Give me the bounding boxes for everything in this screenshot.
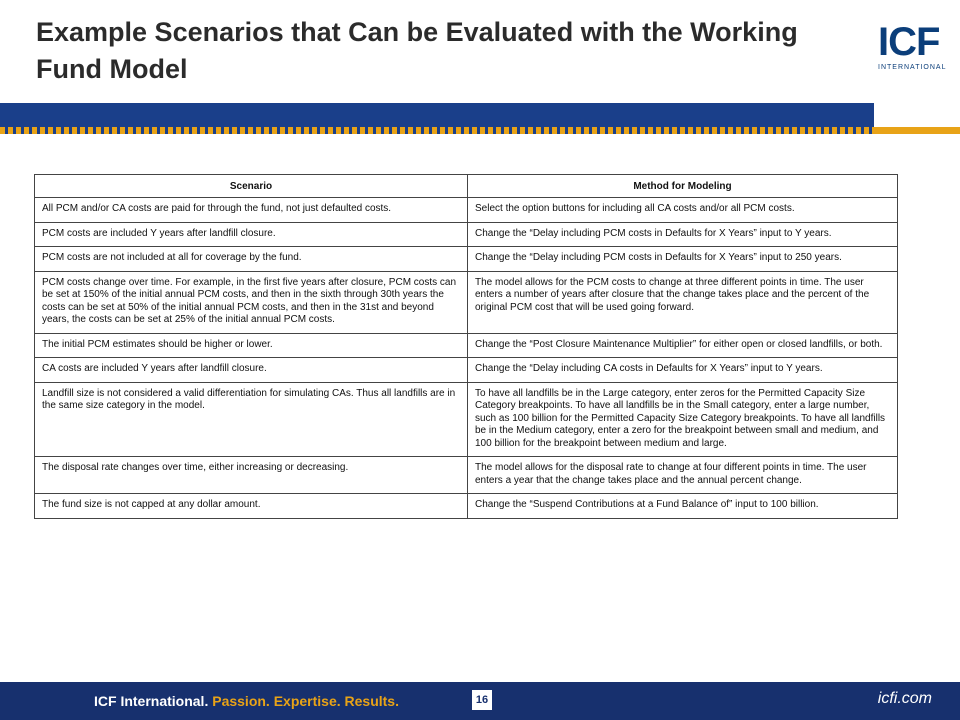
header-stripe	[0, 127, 874, 134]
table-row	[35, 271, 898, 333]
footer-company: ICF International.	[94, 693, 209, 709]
icf-logo	[878, 22, 950, 78]
header-band	[0, 103, 874, 127]
method-cell: Change the “Post Closure Maintenance Multiplier” for either open or closed landfills, or both.	[468, 333, 898, 358]
page-number: 16	[472, 690, 492, 710]
scenario-cell: Landfill size is not considered a valid differentiation for simulating CAs. Thus all landfills are in the same size category in the model.	[35, 382, 468, 457]
scenario-cell: PCM costs are not included at all for coverage by the fund.	[35, 247, 468, 272]
table-row	[35, 457, 898, 494]
method-cell: The model allows for the disposal rate to change at four different points in time. The user enters a year that the change takes place and the annual percent change.	[468, 457, 898, 494]
method-cell: The model allows for the PCM costs to change at three different points in time. The user enters a number of years after closure that the change takes place and the percent of the original PCM cost that will be used going forward.	[468, 271, 898, 333]
scenario-cell: The initial PCM estimates should be higher or lower.	[35, 333, 468, 358]
column-header-method: Method for Modeling	[468, 175, 898, 198]
logo-subtitle: INTERNATIONAL	[878, 64, 947, 71]
method-cell: Change the “Suspend Contributions at a Fund Balance of” input to 100 billion.	[468, 494, 898, 519]
footer-tagline	[94, 693, 399, 709]
method-cell: Change the “Delay including PCM costs in Defaults for X Years” input to Y years.	[468, 222, 898, 247]
table-header-row	[35, 175, 898, 198]
table-row	[35, 358, 898, 383]
table-row	[35, 382, 898, 457]
scenario-cell: PCM costs change over time. For example, in the first five years after closure, PCM costs can be set at 150% of the initial annual PCM costs, and then in the sixth through 30th years the costs can be set at 50% of the initial annual PCM costs, and then in the 31st and beyond years, the costs can be set at 25% of the initial annual PCM costs.	[35, 271, 468, 333]
scenario-cell: PCM costs are included Y years after landfill closure.	[35, 222, 468, 247]
method-cell: To have all landfills be in the Large category, enter zeros for the Permitted Capacity Size Category breakpoints. To have all landfills be in the Small category, enter a large number, such as 100 billion for the Permitted Capacity Size Category breakpoints. To have all landfills be in the Medium category, enter a zero for the breakpoint between small and medium, and 100 billion for the breakpoint between medium and large.	[468, 382, 898, 457]
column-header-scenario: Scenario	[35, 175, 468, 198]
slide-title: Example Scenarios that Can be Evaluated with the Working Fund Model	[36, 17, 798, 84]
method-cell: Change the “Delay including CA costs in Defaults for X Years” input to Y years.	[468, 358, 898, 383]
method-cell: Select the option buttons for including all CA costs and/or all PCM costs.	[468, 198, 898, 223]
header-accent	[874, 127, 960, 134]
footer-bar	[0, 682, 960, 720]
scenario-cell: CA costs are included Y years after landfill closure.	[35, 358, 468, 383]
table-row	[35, 198, 898, 223]
footer-slogan: Passion. Expertise. Results.	[212, 693, 399, 709]
scenario-cell: All PCM and/or CA costs are paid for through the fund, not just defaulted costs.	[35, 198, 468, 223]
table-row	[35, 222, 898, 247]
table-row	[35, 494, 898, 519]
scenarios-table	[34, 174, 898, 519]
scenario-cell: The disposal rate changes over time, either increasing or decreasing.	[35, 457, 468, 494]
method-cell: Change the “Delay including PCM costs in Defaults for X Years” input to 250 years.	[468, 247, 898, 272]
footer-url: icfi.com	[877, 690, 932, 707]
scenario-cell: The fund size is not capped at any dollar amount.	[35, 494, 468, 519]
table-row	[35, 333, 898, 358]
logo-mark: ICF	[878, 20, 940, 64]
table-row	[35, 247, 898, 272]
